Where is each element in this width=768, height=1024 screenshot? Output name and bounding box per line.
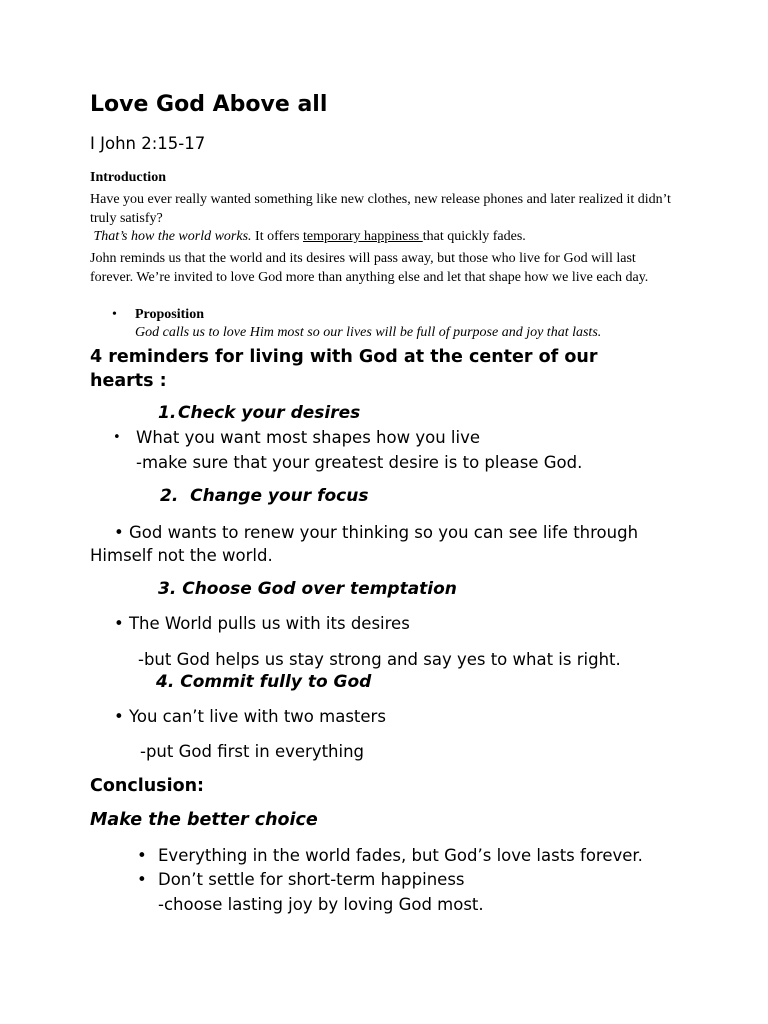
point-1-bullet: • — [113, 430, 121, 445]
proposition-heading: Proposition — [135, 307, 204, 322]
point-2-number: 2. — [160, 486, 179, 506]
point-4-text: • You can’t live with two masters — [114, 707, 386, 726]
point-3-sub: -but God helps us stay strong and say yes to what is right. — [138, 650, 621, 669]
introduction-line-2-plain: It offers — [251, 229, 303, 244]
conclusion-subheading: Make the better choice — [90, 810, 318, 830]
point-1-number: 1. — [158, 403, 177, 423]
introduction-line-2-italic: That’s how the world works. — [93, 229, 252, 244]
point-1-text: What you want most shapes how you live — [136, 428, 480, 447]
point-4-heading — [156, 672, 371, 692]
introduction-line-2 — [90, 229, 526, 245]
point-4-sub: -put God first in everything — [140, 742, 365, 761]
conclusion-heading: Conclusion: — [90, 776, 205, 796]
conclusion-bullet-1: • — [137, 846, 147, 865]
conclusion-item-1: Everything in the world fades, but God’s love lasts forever. — [158, 846, 643, 865]
point-1-heading — [158, 403, 360, 423]
introduction-paragraph-1: Have you ever really wanted something like new clothes, new release phones and later realized it didn’t truly satisfy? — [90, 192, 671, 226]
introduction-paragraph-2: John reminds us that the world and its desires will pass away, but those who live for God will last forever. We’re invited to love God more than anything else and let that shape how we live each day. — [90, 251, 649, 285]
point-3-title: Choose God over temptation — [182, 579, 457, 599]
point-3-heading — [158, 579, 457, 599]
point-3-number: 3. — [158, 579, 177, 599]
scripture-reference: I John 2:15-17 — [90, 134, 206, 153]
point-4-number: 4. — [156, 672, 175, 692]
proposition-bullet: • — [112, 307, 117, 322]
conclusion-item-2: Don’t settle for short-term happiness — [158, 870, 465, 889]
reminders-heading: 4 reminders for living with God at the center of our hearts : — [90, 347, 598, 391]
proposition-text: God calls us to love Him most so our lives will be full of purpose and joy that lasts. — [135, 325, 602, 340]
introduction-heading: Introduction — [90, 170, 166, 185]
introduction-line-2-underlined: temporary happiness — [303, 229, 423, 244]
point-2-text: • God wants to renew your thinking so you can see life through Himself not the world. — [90, 523, 639, 565]
point-1-sub: -make sure that your greatest desire is to please God. — [136, 453, 583, 472]
conclusion-sub: -choose lasting joy by loving God most. — [158, 895, 484, 914]
point-2-title: Change your focus — [190, 486, 369, 506]
conclusion-bullet-2: • — [137, 870, 147, 889]
introduction-line-2-end: that quickly fades. — [422, 229, 526, 244]
point-3-text: • The World pulls us with its desires — [114, 614, 410, 633]
document-title: Love God Above all — [90, 92, 328, 117]
point-4-title: Commit fully to God — [180, 672, 372, 692]
point-1-title: Check your desires — [178, 403, 361, 423]
point-2-heading — [160, 486, 368, 506]
